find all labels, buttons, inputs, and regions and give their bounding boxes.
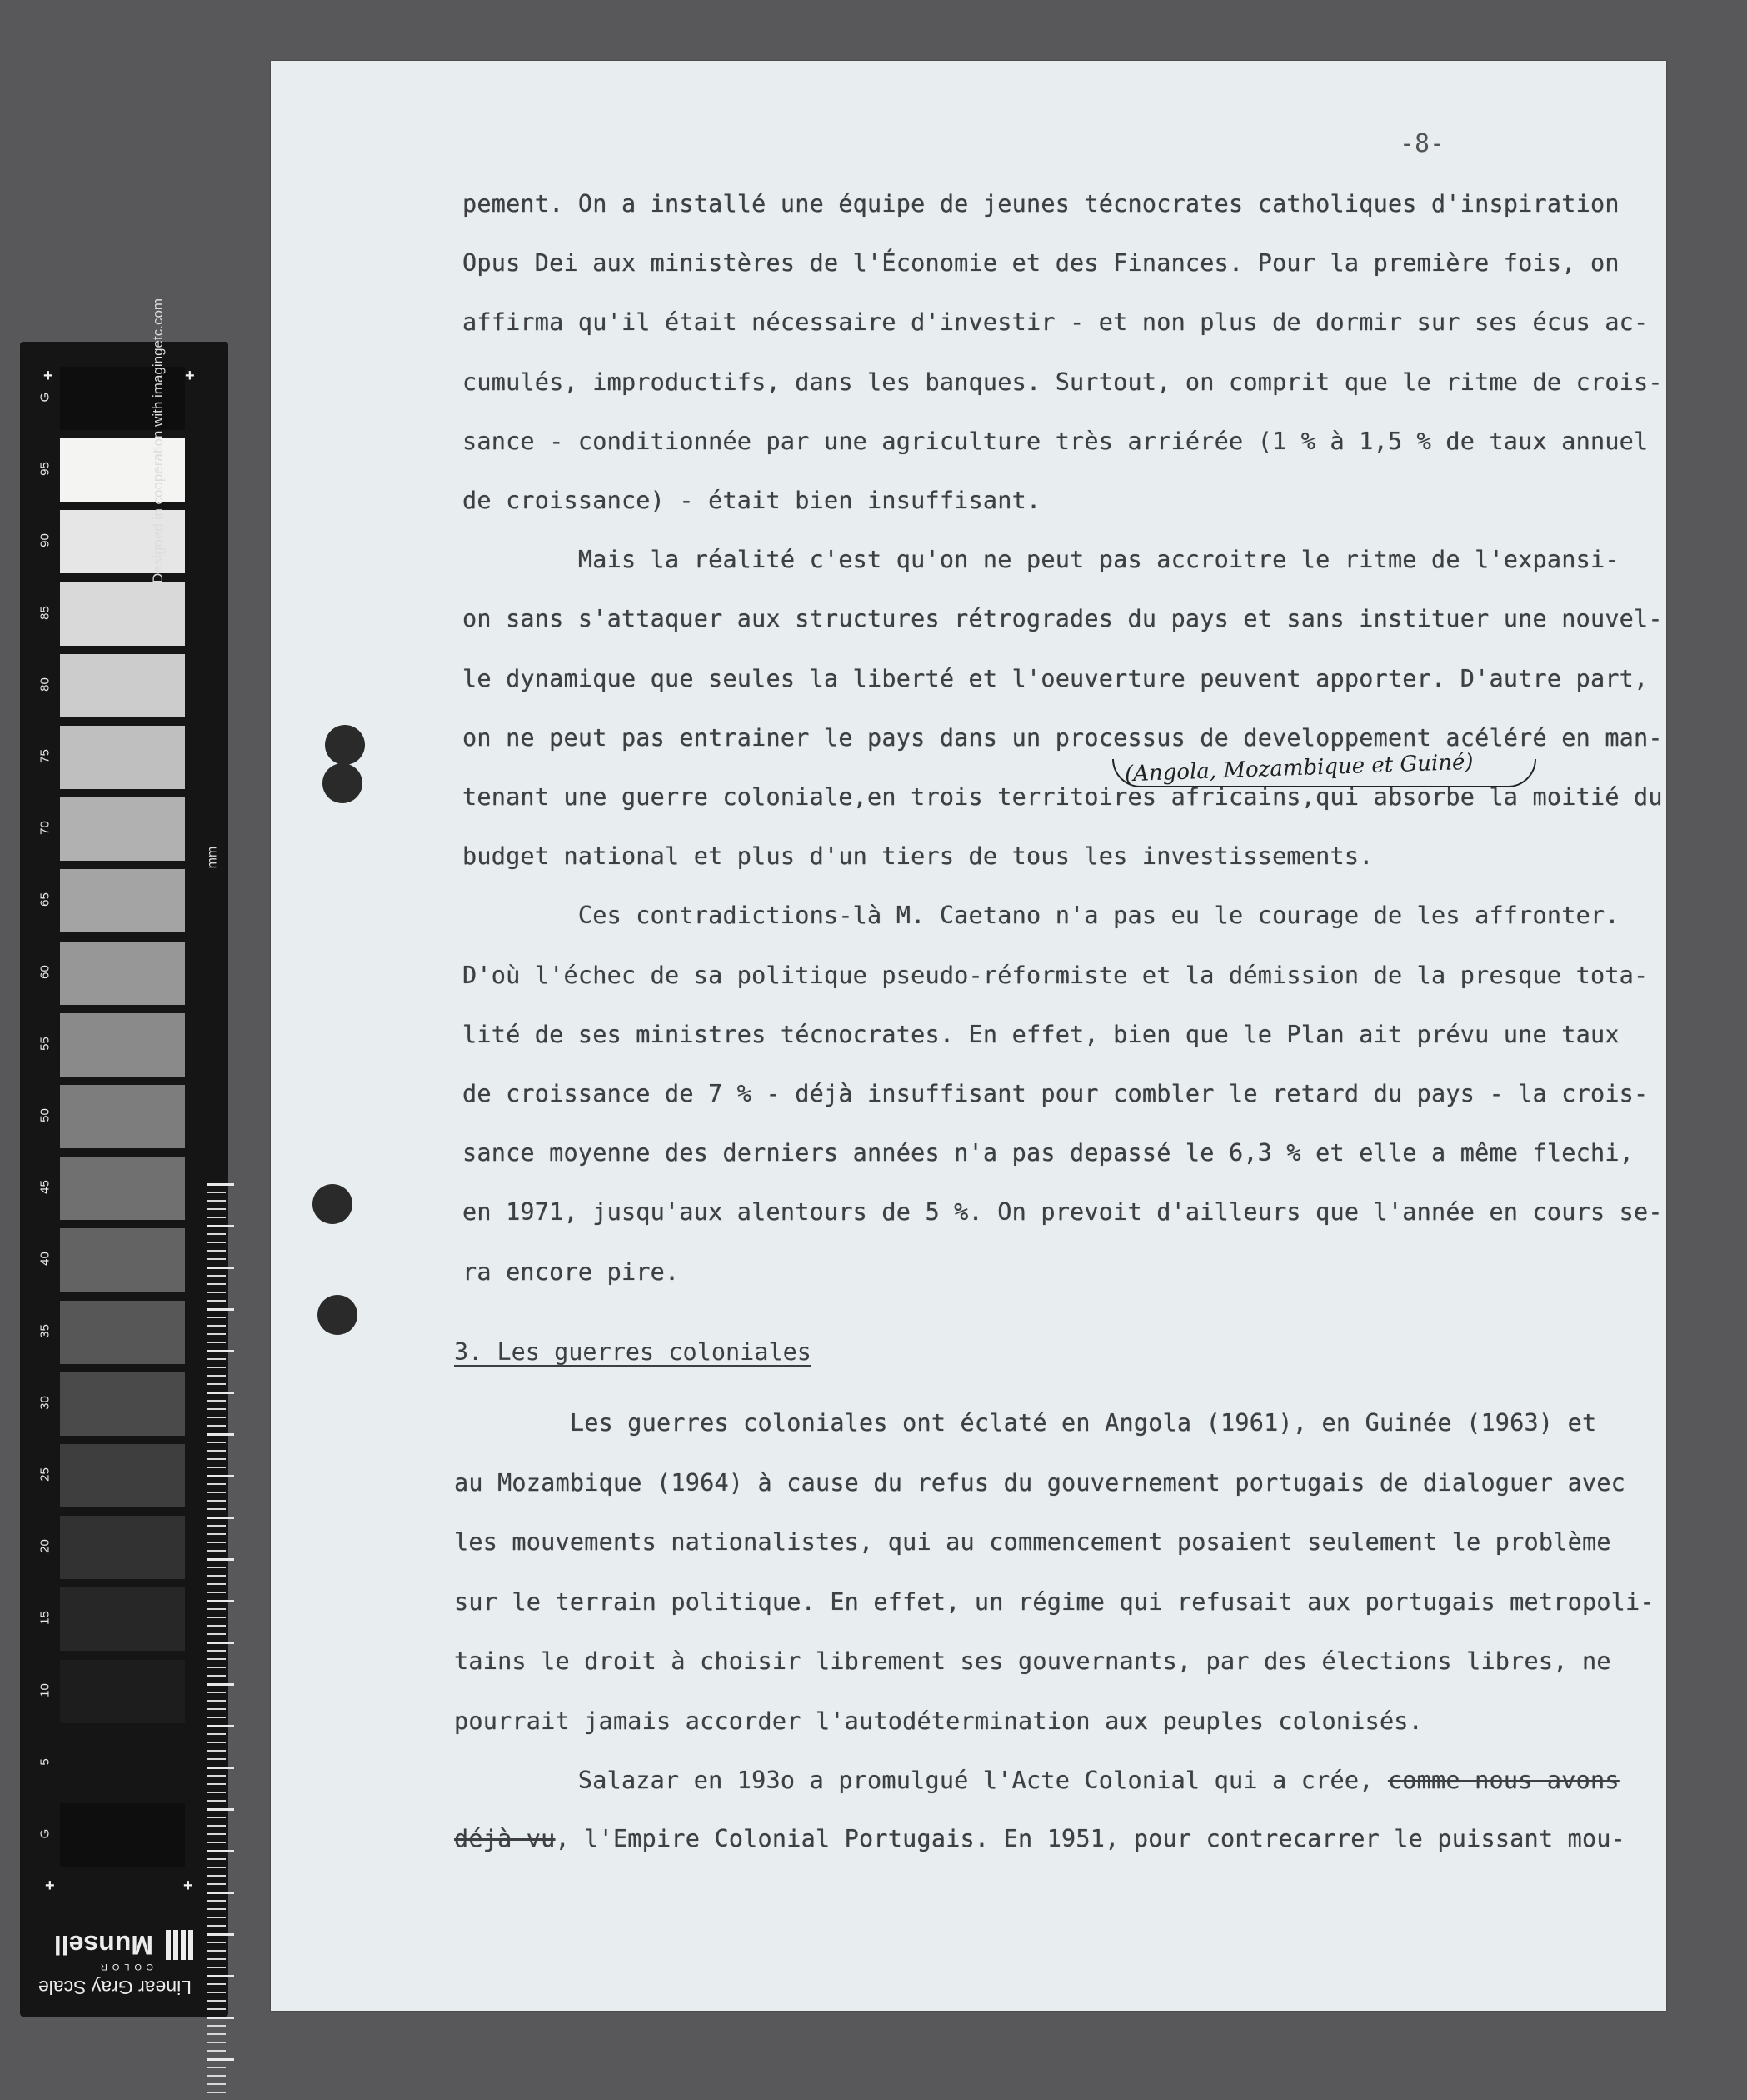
text-line: ra encore pire. <box>462 1258 680 1286</box>
text-line: sance moyenne des derniers années n'a pas depassé le 6,3 % et elle a même flechi, <box>462 1139 1635 1168</box>
registration-mark: + <box>43 367 53 385</box>
gray-swatch <box>60 367 185 430</box>
handwritten-note: (Angola, Mozambique et Guiné) <box>1124 749 1475 788</box>
gray-step-label: 30 <box>37 1395 52 1410</box>
gray-swatch <box>60 1013 185 1077</box>
gray-step-label: 5 <box>37 1758 52 1766</box>
strip-title: Linear Gray Scale <box>37 1977 192 1998</box>
gray-swatch <box>60 1516 185 1579</box>
registration-mark: + <box>45 1877 55 1895</box>
text-line: de croissance) - était bien insuffisant. <box>462 487 1041 514</box>
gray-swatch <box>60 1157 185 1220</box>
text-line: pourrait jamais accorder l'autodétermination aux peuples colonisés. <box>454 1707 1424 1735</box>
gray-swatch <box>60 1372 185 1436</box>
section-heading: 3. Les guerres coloniales <box>454 1338 811 1366</box>
strip-footer <box>33 1908 200 2008</box>
text-fragment: Salazar en 193o a promulgué l'Acte Colonial qui a crée, <box>462 1767 1388 1794</box>
registration-mark: + <box>183 1877 193 1895</box>
munsell-brand: Munsell <box>53 1930 153 1960</box>
punch-hole <box>312 1184 352 1224</box>
punch-hole <box>322 763 362 803</box>
gray-step-label: 35 <box>37 1323 52 1338</box>
gray-step-label: 45 <box>37 1180 52 1195</box>
gray-step-label: 60 <box>37 964 52 979</box>
gray-step-label: 80 <box>37 677 52 692</box>
gray-swatch <box>60 1732 185 1795</box>
gray-step-label: 95 <box>37 462 52 477</box>
text-line: D'où l'échec de sa politique pseudo-réformiste et la démission de la presque tota- <box>462 961 1649 989</box>
text-fragment: , l'Empire Colonial Portugais. En 1951, pour contrecarrer le puissant mou- <box>555 1825 1626 1852</box>
gray-step-label: G <box>37 392 52 402</box>
gray-step-label: 65 <box>37 892 52 908</box>
text-line: Ces contradictions-là M. Caetano n'a pas eu le courage de les affronter. <box>462 902 1620 930</box>
text-line: tains le droit à choisir librement ses gouvernants, par des élections libres, ne <box>454 1648 1611 1675</box>
gray-swatch <box>60 1588 185 1651</box>
gray-step-label: 50 <box>37 1108 52 1122</box>
gray-step-label: 20 <box>37 1539 52 1554</box>
punch-hole <box>325 725 365 765</box>
struck-text: comme nous avons <box>1387 1767 1620 1794</box>
text-line: les mouvements nationalistes, qui au commencement posaient seulement le problème <box>454 1528 1611 1556</box>
gray-swatch <box>60 1085 185 1148</box>
text-line: le dynamique que seules la liberté et l'oeuverture peuvent apporter. D'autre part, <box>462 664 1649 692</box>
munsell-logo-icon <box>163 1930 193 1960</box>
gray-swatch <box>60 582 185 646</box>
ruler-unit-label: mm <box>205 846 220 869</box>
gray-step-label: G <box>37 1828 52 1839</box>
gray-swatch <box>60 1228 185 1292</box>
gray-swatch <box>60 1803 185 1867</box>
gray-swatch <box>60 798 185 861</box>
gray-step-label: 25 <box>37 1468 52 1482</box>
munsell-sub: COLOR <box>95 1962 153 1972</box>
gray-swatch <box>60 726 185 789</box>
gray-step-label: 85 <box>37 605 52 620</box>
text-line: on ne peut pas entrainer le pays dans un processus de developpement acéléré en man- <box>462 723 1663 752</box>
text-line: au Mozambique (1964) à cause du refus du gouvernement portugais de dialoguer avec <box>454 1468 1626 1497</box>
text-line: affirma qu'il était nécessaire d'investir - et non plus de dormir sur ses écus ac- <box>462 308 1649 337</box>
gray-step-label: 90 <box>37 533 52 548</box>
text-line: budget national et plus d'un tiers de tous les investissements. <box>462 842 1374 871</box>
text-line: tenant une guerre coloniale,en trois territoires africains,qui absorbe la moitié du <box>462 783 1663 811</box>
gray-swatch <box>60 942 185 1005</box>
struck-text: déjà vu <box>454 1825 556 1852</box>
text-line: sance - conditionnée par une agriculture très arriérée (1 % à 1,5 % de taux annuel <box>462 427 1649 455</box>
text-line: de croissance de 7 % - déjà insuffisant pour combler le retard du pays - la crois- <box>462 1080 1649 1108</box>
text-line: en 1971, jusqu'aux alentours de 5 %. On prevoit d'ailleurs que l'année en cours se- <box>462 1198 1663 1227</box>
mm-ruler-major-ticks <box>207 1183 234 2100</box>
gray-step-label: 10 <box>37 1682 52 1698</box>
text-line <box>454 1825 1626 1852</box>
strip-credit <box>150 550 158 583</box>
gray-swatch <box>60 438 185 502</box>
page-number: -8- <box>1400 129 1445 158</box>
gray-swatch <box>60 869 185 932</box>
gray-swatch <box>60 510 185 573</box>
registration-mark: + <box>185 367 195 385</box>
gray-swatch <box>60 1660 185 1723</box>
text-line: pement. On a installé une équipe de jeunes técnocrates catholiques d'inspiration <box>462 190 1620 218</box>
gray-swatch <box>60 1444 185 1508</box>
text-line: sur le terrain politique. En effet, un régime qui refusait aux portugais metropoli- <box>454 1588 1655 1616</box>
typed-page <box>271 61 1666 2011</box>
text-line <box>462 1767 1620 1794</box>
text-line: cumulés, improductifs, dans les banques. Surtout, on comprit que le ritme de crois- <box>462 368 1663 396</box>
gray-step-label: 70 <box>37 821 52 836</box>
punch-hole <box>317 1295 357 1335</box>
text-line: Opus Dei aux ministères de l'Économie et des Finances. Pour la première fois, on <box>462 249 1620 278</box>
gray-step-label: 40 <box>37 1252 52 1267</box>
gray-swatch <box>60 654 185 718</box>
text-line: Mais la réalité c'est qu'on ne peut pas accroitre le ritme de l'expansi- <box>462 546 1620 574</box>
gray-step-label: 55 <box>37 1036 52 1051</box>
gray-swatch <box>60 1301 185 1364</box>
text-line: Les guerres coloniales ont éclaté en Angola (1961), en Guinée (1963) et <box>454 1409 1597 1437</box>
gray-scale-strip <box>20 342 228 2017</box>
gray-step-label: 75 <box>37 749 52 763</box>
gray-step-label: 15 <box>37 1611 52 1626</box>
text-line: on sans s'attaquer aux structures rétrogrades du pays et sans instituer une nouvel- <box>462 605 1663 633</box>
text-line: lité de ses ministres técnocrates. En effet, bien que le Plan ait prévu une taux <box>462 1020 1620 1048</box>
